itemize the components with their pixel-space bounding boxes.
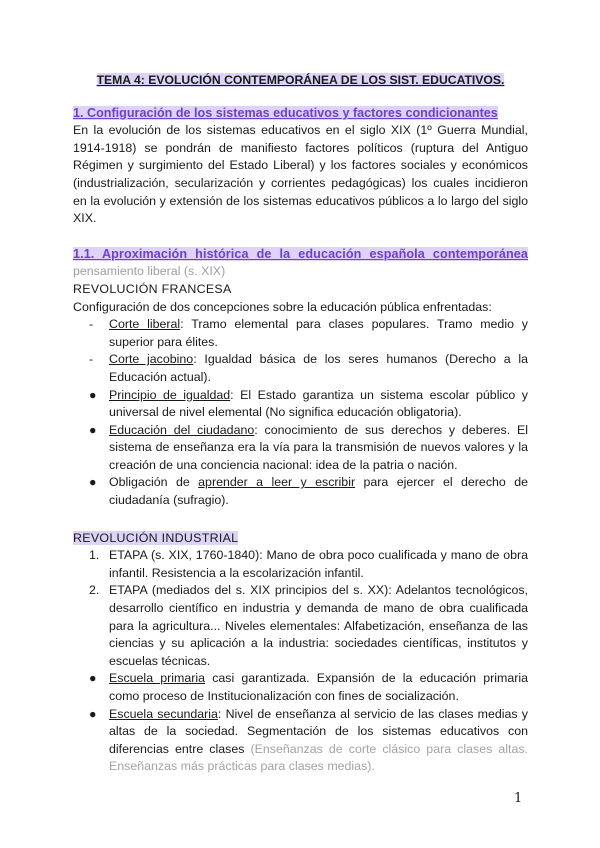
item-text: : Nivel de enseñanza al servicio de las clases medias y altas de la sociedad. Segmentación de los sistemas educativos con diferencias entre clases bbox=[109, 706, 529, 756]
section-1-1-subtitle: pensamiento liberal (s. XIX) bbox=[73, 264, 226, 279]
revolucion-francesa-intro: Configuración de dos concepciones sobre la educación pública enfrentadas: bbox=[73, 299, 492, 314]
list-item bbox=[73, 670, 528, 705]
list-item bbox=[73, 387, 528, 422]
section-1-paragraph: En la evolución de los sistemas educativos en el siglo XIX (1º Guerra Mundial, 1914-1918) se pondrán de manifiesto factores políticos (ruptura del Antiguo Régimen y surgimiento del Estado Liberal) y los factores sociales y económicos (industrialización, secularización y corrientes pedagógicas) los cuales incidieron en la evolución y extensión de los sistemas educativos públicos a lo largo del siglo XIX. bbox=[73, 123, 528, 226]
revolucion-francesa-heading: REVOLUCIÓN FRANCESA bbox=[73, 281, 232, 296]
term: Corte liberal bbox=[109, 317, 181, 332]
francesa-bullet-list bbox=[73, 387, 528, 510]
item-text: : conocimiento de sus derechos y deberes. El sistema de enseñanza era la vía para la transmisión de nuevos valores y la creación de una conciencia nacional: idea de la patria o nación. bbox=[109, 422, 528, 472]
list-item bbox=[73, 422, 528, 475]
industrial-numbered-list bbox=[73, 547, 528, 670]
item-text: : Igualdad básica de los seres humanos (Derecho a la Educación actual). bbox=[109, 352, 529, 384]
document-content bbox=[73, 72, 528, 776]
list-item bbox=[73, 474, 528, 509]
term: Escuela primaria bbox=[109, 671, 206, 686]
term: Principio de igualdad bbox=[109, 387, 231, 402]
number-marker: 2. bbox=[89, 583, 100, 598]
item-text-before: Obligación de bbox=[109, 475, 199, 490]
list-item bbox=[73, 582, 528, 670]
item-text: ETAPA (s. XIX, 1760-1840): Mano de obra poco cualificada y mano de obra infantil. Resistencia a la escolarización infantil. bbox=[109, 548, 528, 580]
bullet-icon: ● bbox=[89, 422, 97, 437]
item-text: para ejercer el derecho de ciudadanía (sufragio). bbox=[109, 475, 528, 508]
dash-marker: - bbox=[89, 352, 94, 367]
spacer bbox=[73, 510, 528, 530]
revolucion-industrial-heading: REVOLUCIÓN INDUSTRIAL bbox=[73, 530, 239, 545]
bullet-icon: ● bbox=[89, 706, 97, 721]
francesa-dash-list bbox=[73, 316, 528, 386]
item-text: : El Estado garantiza un sistema escolar público y universal de nivel elemental (No significa educación obligatoria). bbox=[109, 387, 528, 420]
industrial-bullet-list bbox=[73, 670, 528, 776]
term: Escuela secundaria bbox=[109, 706, 218, 721]
item-text: : Tramo elemental para clases populares. Tramo medio y superior para élites. bbox=[109, 317, 528, 349]
document-title: TEMA 4: EVOLUCIÓN CONTEMPORÁNEA DE LOS SIST. EDUCATIVOS. bbox=[96, 73, 505, 87]
dash-marker: - bbox=[89, 317, 94, 332]
term: Corte jacobino bbox=[109, 352, 194, 367]
list-item bbox=[73, 351, 528, 386]
term: Educación del ciudadano bbox=[109, 422, 255, 437]
list-item bbox=[73, 547, 528, 582]
bullet-icon: ● bbox=[89, 475, 97, 490]
list-item bbox=[73, 706, 528, 776]
section-1-1-heading: 1.1. Aproximación histórica de la educación española contemporánea bbox=[73, 246, 528, 261]
bullet-icon: ● bbox=[89, 387, 97, 402]
item-text: casi garantizada. Expansión de la educación primaria como proceso de Institucionalización con fines de socialización. bbox=[109, 671, 528, 703]
bullet-icon: ● bbox=[89, 671, 97, 686]
item-note: (Enseñanzas de corte clásico para clases altas. Enseñanzas más prácticas para clases medias). bbox=[109, 741, 528, 774]
section-1-heading: 1. Configuración de los sistemas educativos y factores condicionantes bbox=[73, 105, 498, 120]
page-number: 1 bbox=[514, 791, 523, 806]
item-text: ETAPA (mediados del s. XIX principios del s. XX): Adelantos tecnológicos, desarrollo científico en industria y demanda de mano de obra cualificada para la agricultura... Niveles elementales: Alfabetización, enseñanza de las ciencias y su aplicación a la industria: sociedades científicas, institutos y escuelas técnicas. bbox=[109, 583, 528, 668]
list-item bbox=[73, 316, 528, 351]
term: aprender a leer y escribir bbox=[198, 475, 356, 490]
number-marker: 1. bbox=[89, 548, 100, 563]
